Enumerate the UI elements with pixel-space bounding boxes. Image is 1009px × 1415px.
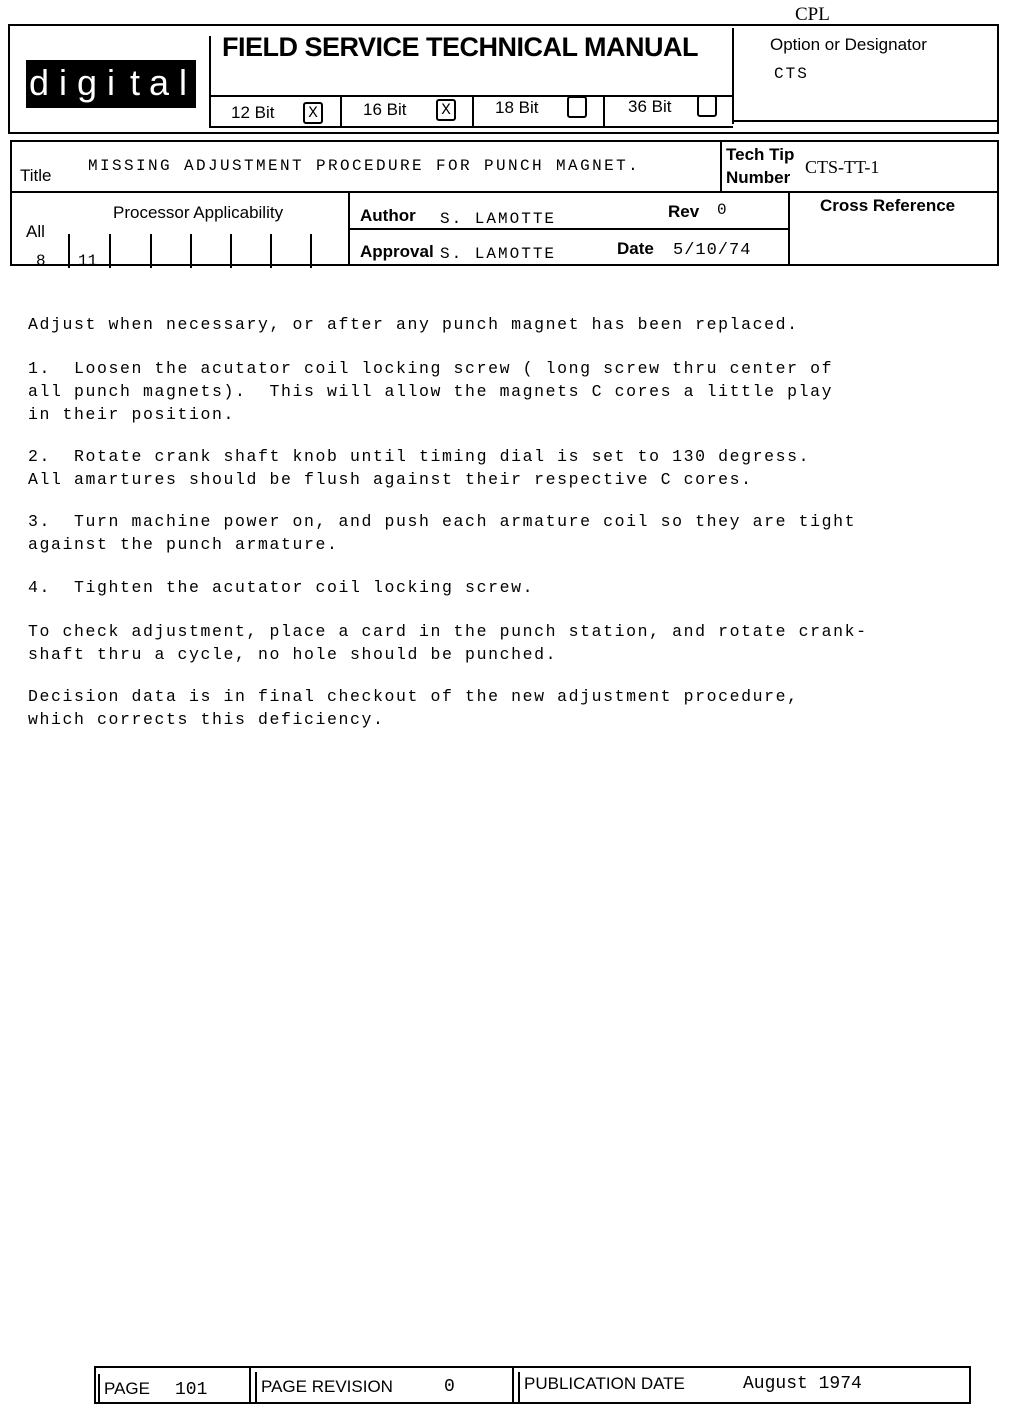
proc-value-8: 8	[36, 252, 46, 270]
date-label: Date	[617, 239, 654, 258]
all-label: All	[26, 222, 45, 241]
crossref-label: Cross Reference	[820, 196, 956, 215]
rev-value: 0	[717, 201, 727, 219]
revision-label: PAGE REVISION	[261, 1377, 393, 1396]
option-value: CTS	[774, 65, 809, 83]
author-value: S. LAMOTTE	[440, 210, 557, 228]
bit-checkbox-16: X	[436, 99, 456, 121]
digital-logo: d i g i t a l	[26, 60, 196, 108]
author-label: Author	[360, 206, 416, 225]
techtip-value: CTS-TT-1	[805, 157, 880, 177]
approval-label: Approval	[360, 242, 434, 261]
manual-title: FIELD SERVICE TECHNICAL MANUAL	[222, 32, 699, 62]
bit-label-36: 36 Bit	[628, 97, 672, 116]
corner-code: CPL	[795, 4, 830, 25]
pubdate-label: PUBLICATION DATE	[524, 1374, 685, 1393]
step-1: 1. Loosen the acutator coil locking screw ( long screw thru center of all punch magnets). This will allow the magnets C cores a little play in their position.	[28, 359, 834, 424]
bit-checkbox-18	[567, 96, 587, 118]
pubdate-value: August 1974	[743, 1374, 862, 1394]
bit-label-18: 18 Bit	[495, 98, 539, 117]
revision-value: 0	[444, 1377, 455, 1397]
bit-checkbox-36	[697, 95, 717, 117]
rev-label: Rev	[668, 202, 700, 221]
approval-value: S. LAMOTTE	[440, 245, 557, 263]
proc-value-11: 11	[78, 252, 98, 270]
title-label: Title	[20, 166, 52, 185]
techtip-label-1: Tech Tip	[726, 145, 795, 164]
step-2: 2. Rotate crank shaft knob until timing dial is set to 130 degress. All amartures should be flush against their respective C cores.	[28, 447, 811, 489]
step-4: 4. Tighten the acutator coil locking screw.	[28, 578, 535, 597]
processor-label: Processor Applicability	[113, 203, 284, 222]
check-paragraph: To check adjustment, place a card in the punch station, and rotate crank- shaft thru a cycle, no hole should be punched.	[28, 622, 868, 664]
page-label: PAGE	[104, 1379, 150, 1398]
option-label: Option or Designator	[770, 35, 927, 54]
bit-label-16: 16 Bit	[363, 100, 407, 119]
intro-paragraph: Adjust when necessary, or after any punch magnet has been replaced.	[28, 315, 799, 334]
decision-paragraph: Decision data is in final checkout of the new adjustment procedure, which corrects this deficiency.	[28, 687, 799, 729]
techtip-label-2: Number	[726, 168, 791, 187]
step-3: 3. Turn machine power on, and push each armature coil so they are tight against the punch armature.	[28, 512, 857, 554]
bit-label-12: 12 Bit	[231, 103, 275, 122]
title-value: MISSING ADJUSTMENT PROCEDURE FOR PUNCH MAGNET.	[88, 157, 641, 175]
date-value: 5/10/74	[673, 241, 752, 260]
bit-checkbox-12: X	[303, 102, 323, 124]
page-value: 101	[175, 1380, 208, 1400]
